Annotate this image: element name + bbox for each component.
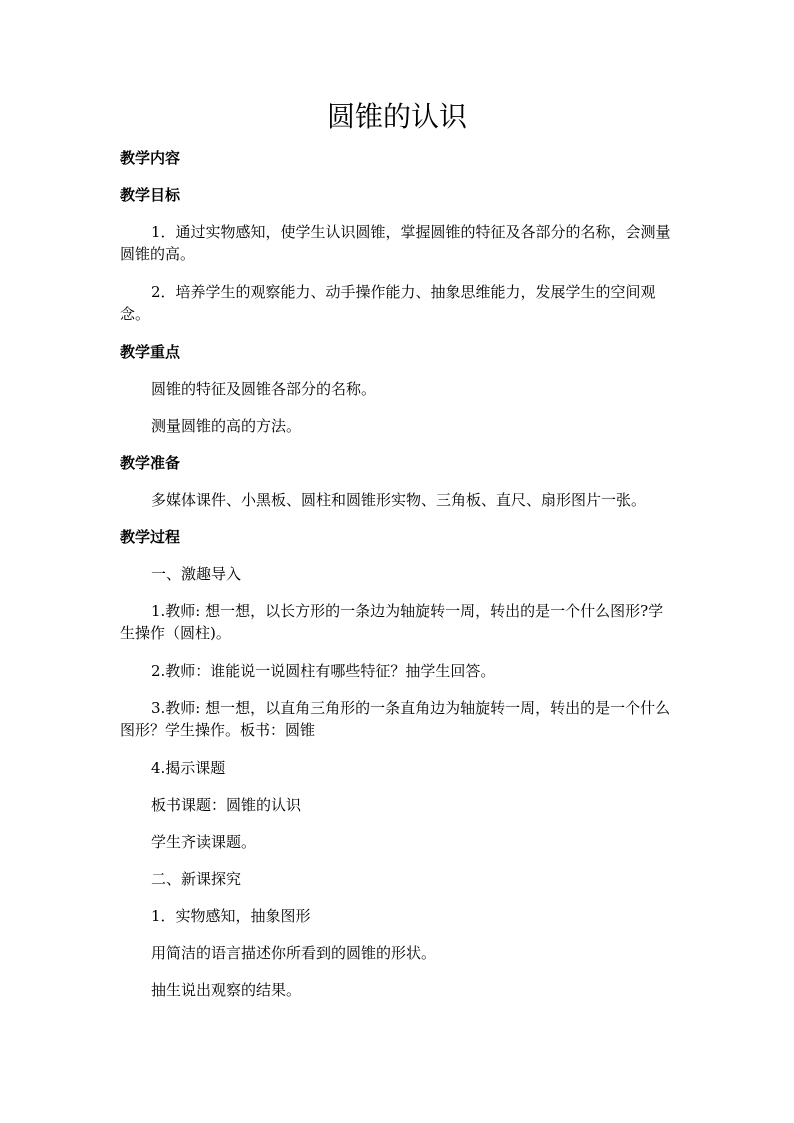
step-4a: 板书课题：圆锥的认识 [151,796,302,814]
heading-prep: 教学准备 [120,454,181,472]
step-intro: 一、激趣导入 [151,565,242,583]
goal-2: 2．培养学生的观察能力、动手操作能力、抽象思维能力，发展学生的空间观念。 [120,283,656,323]
step-3: 3.教师: 想一想，以直角三角形的一条直角边为轴旋转一周，转出的是一个什么图形？学生操作。板书：圆锥 [120,699,671,739]
step-4: 4.揭示课题 [151,759,226,777]
prep-1: 多媒体课件、小黑板、圆柱和圆锥形实物、三角板、直尺、扇形图片一张。 [151,491,647,509]
new-1b: 抽生说出观察的结果。 [151,981,302,999]
step-2: 2.教师：谁能说一说圆柱有哪些特征？抽学生回答。 [151,662,496,680]
heading-goals: 教学目标 [120,186,181,204]
heading-content: 教学内容 [120,149,181,167]
step-new: 二、新课探究 [151,870,242,888]
document-body [120,147,678,1016]
new-1a: 用简洁的语言描述你所看到的圆锥的形状。 [151,944,437,962]
goal-1: 1．通过实物感知，使学生认识圆锥，掌握圆锥的特征及各部分的名称，会测量圆锥的高。 [120,223,671,263]
document-title: 圆锥的认识 [326,100,467,133]
heading-focus: 教学重点 [120,343,181,361]
step-4b: 学生齐读课题。 [151,833,257,851]
heading-process: 教学过程 [120,528,181,546]
step-1: 1.教师: 想一想，以长方形的一条边为轴旋转一周，转出的是一个什么图形?学生操作（圆柱)。 [120,602,664,642]
focus-1: 圆锥的特征及圆锥各部分的名称。 [151,380,377,398]
new-1: 1．实物感知，抽象图形 [151,907,311,925]
focus-2: 测量圆锥的高的方法。 [151,417,302,435]
